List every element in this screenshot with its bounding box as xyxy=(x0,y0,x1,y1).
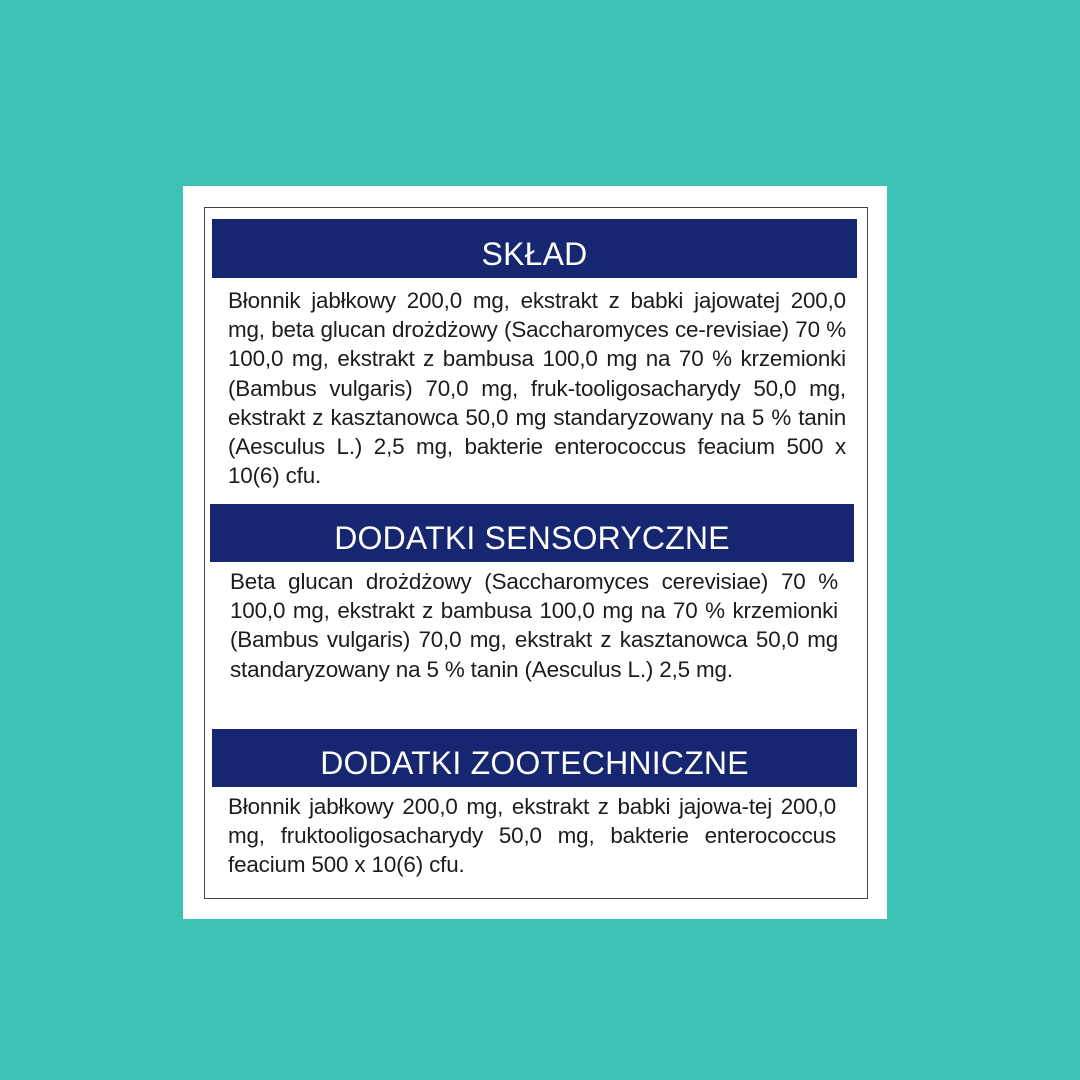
section-body-dodatki-zootechniczne: Błonnik jabłkowy 200,0 mg, ekstrakt z babki jajowa-tej 200,0 mg, fruktooligosacharydy 50,0 mg, bakterie enterococcus feacium 500 x 10(6) cfu. xyxy=(228,794,836,878)
section-body-sklad: Błonnik jabłkowy 200,0 mg, ekstrakt z babki jajowatej 200,0 mg, beta glucan drożdżowy (Saccharomyces ce-revisiae) 70 % 100,0 mg, ekstrakt z bambusa 100,0 mg na 70 % krzemionki (Bambus vulgaris) 70,0 mg, fruk-tooligosacharydy 50,0 mg, ekstrakt z kasztanowca 50,0 mg standaryzowany na 5 % tanin (Aesculus L.) 2,5 mg, bakterie enterococcus feacium 500 x 10(6) cfu. xyxy=(228,288,846,489)
section-header-dodatki-zootechniczne: DODATKI ZOOTECHNICZNE xyxy=(212,729,857,787)
section-header-sklad: SKŁAD xyxy=(212,219,857,278)
section-header-dodatki-sensoryczne: DODATKI SENSORYCZNE xyxy=(210,504,854,562)
section-body-dodatki-sensoryczne: Beta glucan drożdżowy (Saccharomyces cerevisiae) 70 % 100,0 mg, ekstrakt z bambusa 100,0 mg na 70 % krzemionki (Bambus vulgaris) 70,0 mg, ekstrakt z kasztanowca 50,0 mg standaryzowany na 5 % tanin (Aesculus L.) 2,5 mg. xyxy=(230,569,838,682)
ingredients-label xyxy=(183,186,887,919)
